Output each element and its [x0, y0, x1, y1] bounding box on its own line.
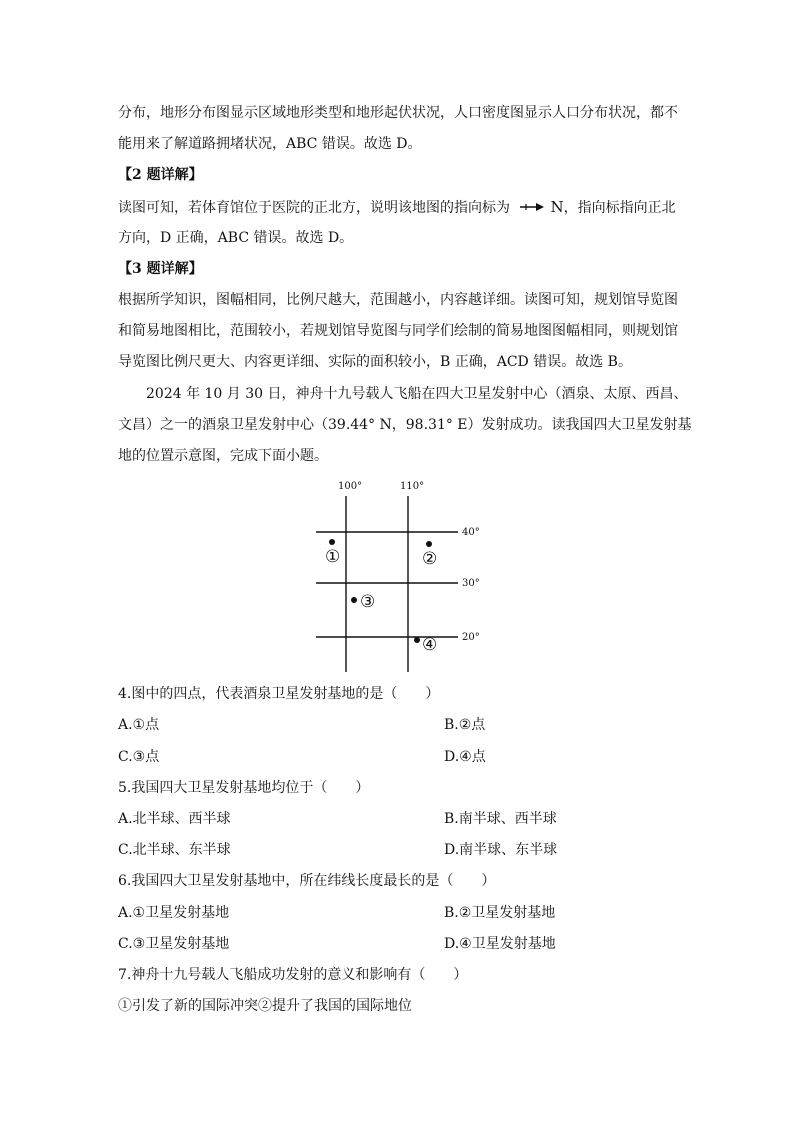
option-a[interactable]: A.北半球、西半球	[118, 811, 231, 827]
lat-label: 20°	[462, 632, 480, 643]
question-stem: 7.神舟十九号载人飞船成功发射的意义和影响有（ ）	[118, 967, 468, 983]
launch-site-map	[300, 478, 500, 678]
option-b[interactable]: B.②点	[444, 717, 486, 733]
paragraph-line: 方向，D 正确，ABC 错误。故选 D。	[118, 230, 354, 246]
option-a[interactable]: A.①点	[118, 717, 160, 733]
map-point-dot	[414, 637, 420, 643]
option-c[interactable]: C.③卫星发射基地	[118, 936, 230, 952]
paragraph-line: 导览图比例尺更大、内容更详细、实际的面积较小，B 正确，ACD 错误。故选 B。	[118, 354, 632, 370]
paragraph-line: 和简易地图相比，范围较小，若规划馆导览图与同学们绘制的简易地图图幅相同，则规划馆	[118, 323, 678, 339]
option-d[interactable]: D.南半球、东半球	[444, 842, 558, 858]
lon-label: 110°	[400, 481, 425, 492]
option-b[interactable]: B.②卫星发射基地	[444, 905, 556, 921]
map-point-dot	[426, 541, 432, 547]
paragraph-line: 根据所学知识，图幅相同，比例尺越大，范围越小，内容越详细。读图可知，规划馆导览图	[118, 292, 678, 308]
map-point-label: ①	[325, 547, 341, 567]
question-stem: 4.图中的四点，代表酒泉卫星发射基地的是（ ）	[118, 686, 440, 702]
map-point-label: ②	[422, 549, 438, 569]
section-header-q3: 【3 题详解】	[118, 261, 203, 277]
map-point-label: ④	[422, 635, 438, 655]
option-b[interactable]: B.南半球、西半球	[444, 811, 557, 827]
question-stem: 6.我国四大卫星发射基地中，所在纬线长度最长的是（ ）	[118, 873, 496, 889]
north-arrow-label: N	[550, 198, 564, 216]
lat-label: 30°	[462, 578, 480, 589]
lat-label: 40°	[462, 527, 480, 538]
option-a[interactable]: A.①卫星发射基地	[118, 905, 230, 921]
paragraph-text: 读图可知，若体育馆位于医院的正北方，说明该地图的指向标为	[118, 200, 510, 216]
paragraph-line	[118, 197, 676, 218]
option-d[interactable]: D.④卫星发射基地	[444, 936, 556, 952]
north-arrow-icon	[520, 198, 544, 218]
map-point-label: ③	[360, 592, 376, 612]
lon-label: 100°	[338, 481, 363, 492]
map-point-dot	[351, 597, 357, 603]
question-statements: ①引发了新的国际冲突②提升了我国的国际地位	[118, 998, 412, 1014]
map-point-dot	[329, 539, 335, 545]
paragraph-line: 分布，地形分布图显示区域地形类型和地形起伏状况，人口密度图显示人口分布状况，都不	[118, 105, 678, 121]
paragraph-text: ，指向标指向正北	[563, 200, 676, 216]
question-stem: 5.我国四大卫星发射基地均位于（ ）	[118, 780, 370, 796]
option-d[interactable]: D.④点	[444, 749, 486, 765]
option-c[interactable]: C.③点	[118, 749, 160, 765]
option-c[interactable]: C.北半球、东半球	[118, 842, 231, 858]
intro-line: 2024 年 10 月 30 日，神舟十九号载人飞船在四大卫星发射中心（酒泉、太原、西昌、	[146, 386, 688, 402]
section-header-q2: 【2 题详解】	[118, 167, 203, 183]
intro-line: 文昌）之一的酒泉卫星发射中心（39.44° N，98.31° E）发射成功。读我国四大卫星发射基	[118, 417, 692, 433]
paragraph-line: 能用来了解道路拥堵状况，ABC 错误。故选 D。	[118, 136, 422, 152]
intro-line: 地的位置示意图，完成下面小题。	[118, 448, 328, 464]
